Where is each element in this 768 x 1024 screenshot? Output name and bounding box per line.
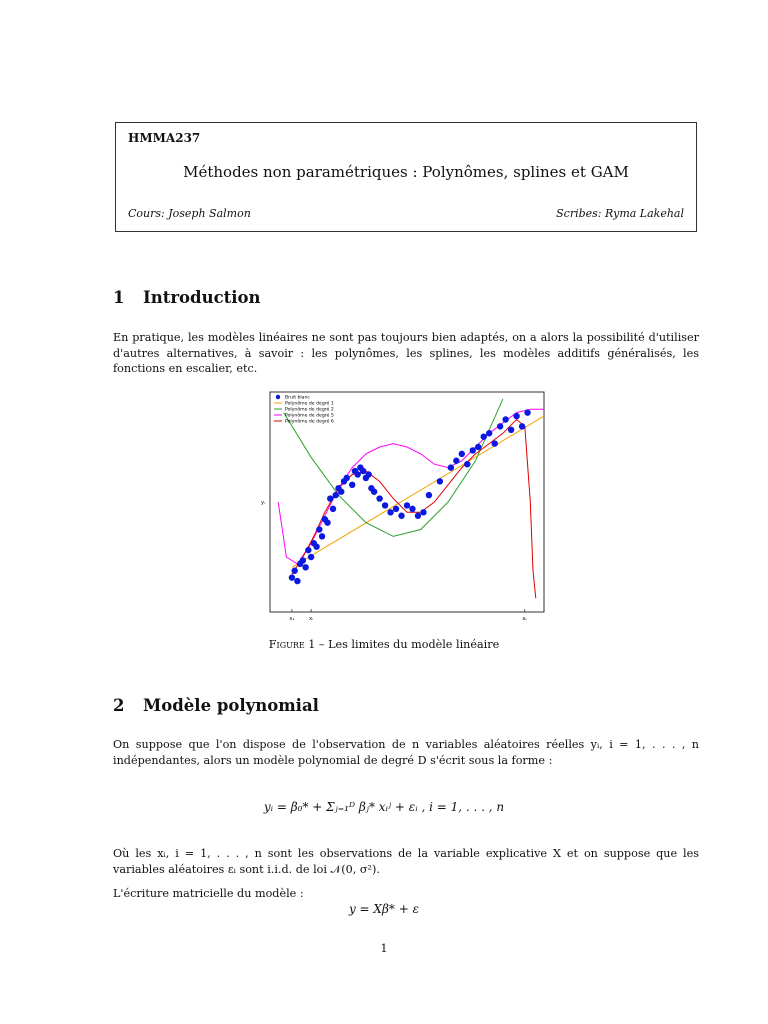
data-point <box>404 502 410 508</box>
polynomial-paragraph-3: L'écriture matricielle du modèle : <box>113 887 304 900</box>
data-point <box>294 578 300 584</box>
legend-label: Polynôme de degré 2 <box>285 407 334 413</box>
section-title: Modèle polynomial <box>143 696 319 715</box>
legend-marker <box>276 395 280 399</box>
lecture-header-box <box>115 122 697 232</box>
data-point <box>481 433 487 439</box>
section-title: Introduction <box>143 288 261 307</box>
data-point <box>502 416 508 422</box>
data-point <box>344 475 350 481</box>
data-point <box>393 506 399 512</box>
data-point <box>420 509 426 515</box>
figure-linear-limits <box>262 387 552 627</box>
figure-caption-text: – Les limites du modèle linéaire <box>315 638 500 651</box>
data-point <box>330 506 336 512</box>
data-point <box>333 492 339 498</box>
polynomial-paragraph-1: On suppose que l'on dispose de l'observation de n variables aléatoires réelles yᵢ, i = 1, . . . , n indépendantes, alors un modèle polynomial de degré D s'écrit sous la forme : <box>113 738 699 767</box>
data-point <box>387 509 393 515</box>
data-point <box>475 444 481 450</box>
data-point <box>497 423 503 429</box>
equation-matrix-form: y = Xβ* + ε <box>348 902 420 916</box>
data-point <box>349 482 355 488</box>
data-point <box>470 447 476 453</box>
data-point <box>305 547 311 553</box>
course-code: HMMA237 <box>128 131 201 145</box>
section-number: 1 <box>113 288 125 307</box>
document-title: Méthodes non paramétriques : Polynômes, splines et GAM <box>183 163 629 181</box>
x-tick-label: xₙ <box>522 616 528 622</box>
data-point <box>338 488 344 494</box>
data-point <box>524 409 530 415</box>
data-point <box>313 543 319 549</box>
figure-caption <box>0 638 768 651</box>
data-point <box>426 492 432 498</box>
legend-label: Polynôme de degré 1 <box>285 401 334 407</box>
data-point <box>289 574 295 580</box>
y-tick-label: yᵢ <box>261 500 265 506</box>
page-number: 1 <box>380 942 388 955</box>
data-point <box>354 471 360 477</box>
data-point <box>398 513 404 519</box>
data-point <box>415 513 421 519</box>
data-point <box>319 533 325 539</box>
section-heading-introduction <box>113 288 261 307</box>
data-point <box>300 557 306 563</box>
data-point <box>491 440 497 446</box>
legend-label: Bruit blanc <box>285 395 310 401</box>
data-point <box>459 451 465 457</box>
data-point <box>376 495 382 501</box>
legend-label: Polynôme de degré 6 <box>285 419 334 425</box>
data-point <box>302 564 308 570</box>
data-point <box>448 464 454 470</box>
section-number: 2 <box>113 696 125 715</box>
data-point <box>308 554 314 560</box>
lecturer-name: Cours: Joseph Salmon <box>128 207 251 220</box>
data-point <box>519 423 525 429</box>
figure-label: Figure 1 <box>268 638 316 651</box>
data-point <box>316 526 322 532</box>
data-point <box>291 568 297 574</box>
data-point <box>324 519 330 525</box>
data-point <box>360 468 366 474</box>
data-point <box>513 413 519 419</box>
section-heading-polynomial <box>113 696 319 715</box>
data-point <box>371 488 377 494</box>
x-tick-label: x₁ <box>289 616 295 622</box>
x-tick-label: xᵢ <box>309 616 314 622</box>
data-point <box>437 478 443 484</box>
introduction-paragraph: En pratique, les modèles linéaires ne sont pas toujours bien adaptés, on a alors la possibilité d'utiliser d'autres alternatives, à savoir : les polynômes, les splines, les modèles additifs généralisés, les fonctions en escalier, etc. <box>113 331 699 375</box>
data-point <box>365 471 371 477</box>
legend-label: Polynôme de degré 5 <box>285 413 334 419</box>
data-point <box>486 430 492 436</box>
data-point <box>453 458 459 464</box>
equation-polynomial-model: yᵢ = β₀* + Σⱼ₌₁ᴰ βⱼ* xᵢʲ + εᵢ , i = 1, . . . , n <box>263 800 505 814</box>
scribes-name: Scribes: Ryma Lakehal <box>556 207 684 220</box>
data-point <box>409 506 415 512</box>
polynomial-paragraph-2: Où les xᵢ, i = 1, . . . , n sont les observations de la variable explicative X et on suppose que les variables aléatoires εᵢ sont i.i.d. de loi 𝒩(0, σ²). <box>113 847 699 876</box>
chart-svg <box>262 387 552 627</box>
data-point <box>327 495 333 501</box>
data-point <box>508 427 514 433</box>
data-point <box>382 502 388 508</box>
data-point <box>464 461 470 467</box>
